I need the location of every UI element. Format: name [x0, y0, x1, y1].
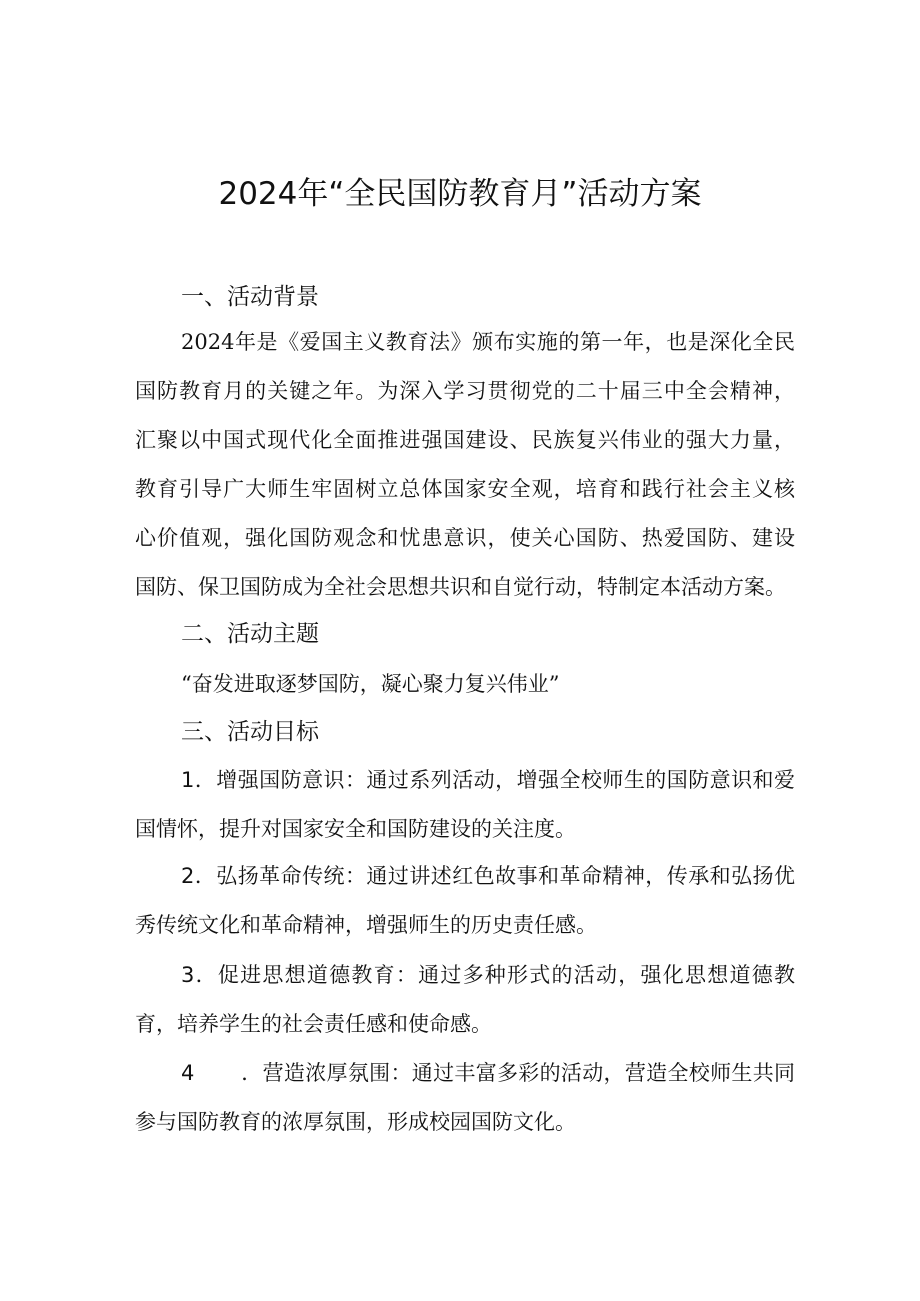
paragraph-line: 国防、保卫国防成为全社会思想共识和自觉行动，特制定本活动方案。 — [135, 575, 786, 599]
paragraph-line: 汇聚以中国式现代化全面推进强国建设、民族复兴伟业的强大力量， — [135, 428, 795, 452]
document-title: 2024年“全民国防教育月”活动方案 — [218, 176, 702, 212]
background-paragraph — [135, 318, 795, 612]
goal-line: 秀传统文化和革命精神，增强师生的历史责任感。 — [135, 913, 597, 937]
goal-number: 4 — [181, 1061, 195, 1085]
goal-text: ．弘扬革命传统：通过讲述红色故事和革命精神，传承和弘扬优 — [194, 864, 795, 888]
goal-line: 参与国防教育的浓厚氛围，形成校园国防文化。 — [135, 1110, 576, 1134]
goal-item — [135, 1049, 795, 1147]
goal-item — [135, 852, 795, 950]
goal-line: 育，培养学生的社会责任感和使命感。 — [135, 1012, 492, 1036]
goal-item — [135, 951, 795, 1049]
goal-number: 2 — [181, 864, 195, 888]
goal-line — [135, 852, 795, 901]
goal-text: ．营造浓厚氛围：通过丰富多彩的活动，营造全校师生共同 — [241, 1061, 795, 1085]
goal-item — [135, 756, 795, 854]
paragraph-line: 国防教育月的关键之年。为深入学习贯彻党的二十届三中全会精神， — [135, 379, 795, 403]
goal-line — [135, 756, 795, 805]
goal-text: ．增强国防意识：通过系列活动，增强全校师生的国防意识和爱 — [194, 768, 795, 792]
goal-text: ．促进思想道德教育：通过多种形式的活动，强化思想道德教 — [194, 963, 795, 987]
paragraph-line: 心价值观，强化国防观念和忧患意识，使关心国防、热爱国防、建设 — [135, 526, 795, 550]
paragraph-line: 教育引导广大师生牢固树立总体国家安全观，培育和践行社会主义核 — [135, 477, 795, 501]
goal-line — [135, 951, 795, 1000]
section-heading-goals: 三、活动目标 — [181, 719, 319, 745]
paragraph-line: 2024年是《爱国主义教育法》颁布实施的第一年，也是深化全民 — [181, 330, 795, 354]
section-heading-theme: 二、活动主题 — [181, 621, 319, 647]
goal-number: 3 — [181, 963, 195, 987]
section-heading-background: 一、活动背景 — [181, 284, 319, 310]
goal-line — [135, 1049, 795, 1098]
goal-line: 国情怀，提升对国家安全和国防建设的关注度。 — [135, 817, 576, 841]
goal-number: 1 — [181, 768, 195, 792]
theme-slogan: “奋发进取逐梦国防，凝心聚力复兴伟业” — [181, 672, 560, 696]
